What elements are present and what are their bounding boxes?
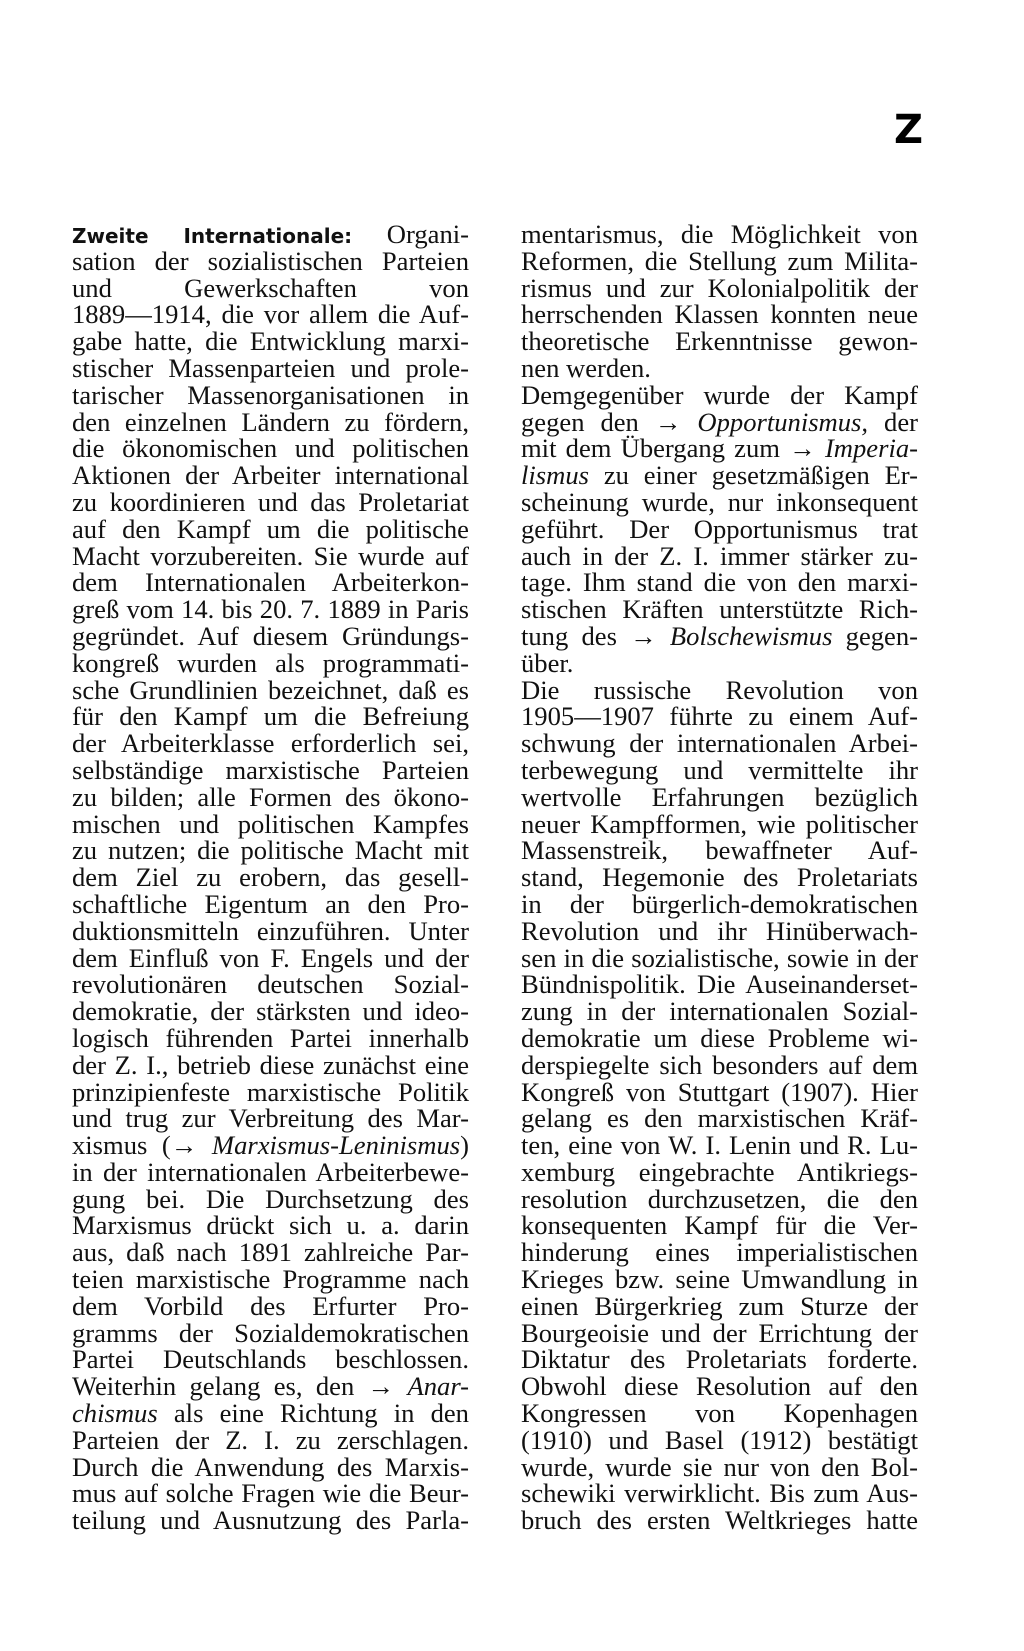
text-line: einen Bürgerkrieg zum Sturze der	[521, 1290, 918, 1321]
text-line: in der internationalen Arbeiterbewe-	[72, 1156, 469, 1187]
text-line: Demgegenüber wurde der Kampf	[521, 379, 918, 410]
cross-reference: Opportunismus,	[697, 406, 869, 437]
text-line: mus auf solche Fragen wie die Beur-	[72, 1478, 469, 1509]
text-line: stischen Kräften unterstützte Rich-	[521, 594, 918, 625]
text-line: in der bürgerlich-demokratischen	[521, 888, 918, 919]
text-line: der Arbeiterklasse erforderlich sei,	[72, 728, 469, 759]
text-line: Obwohl diese Resolution auf den	[521, 1371, 918, 1402]
text-line: rismus und zur Kolonialpolitik der	[521, 272, 918, 303]
text-line: derspiegelte sich besonders auf dem	[521, 1049, 918, 1080]
cross-reference: Marxismus-Leninismus	[211, 1130, 461, 1161]
text-line: Macht vorzubereiten. Sie wurde auf	[72, 540, 469, 571]
text-line: terbewegung und vermittelte ihr	[521, 754, 918, 785]
section-letter: Z	[894, 107, 924, 153]
text-line: demokratie um diese Probleme wi-	[521, 1022, 918, 1053]
text-line: demokratie, der stärksten und ideo-	[72, 996, 469, 1027]
cross-reference: lismus	[521, 460, 589, 491]
text-line: der Z. I., betrieb diese zunächst eine	[72, 1049, 469, 1080]
text-line: revolutionären deutschen Sozial-	[72, 969, 469, 1000]
text-line: Bündnispolitik. Die Auseinanderset-	[521, 969, 918, 1000]
cross-reference: Anar-	[407, 1371, 469, 1402]
text-line: dem Einfluß von F. Engels und der	[72, 942, 469, 973]
text-line: gelang es den marxistischen Kräf-	[521, 1103, 918, 1134]
cross-reference: Bolschewismus	[669, 620, 833, 651]
text-line: Die russische Revolution von	[521, 674, 918, 705]
text-line: den einzelnen Ländern zu fördern,	[72, 406, 469, 437]
text-line: wurde, wurde sie nur von den Bol-	[521, 1451, 918, 1482]
text-line: dem Vorbild des Erfurter Pro-	[72, 1290, 469, 1321]
text-line: ten, eine von W. I. Lenin und R. Lu-	[521, 1130, 918, 1161]
text-line: geführt. Der Opportunismus trat	[521, 513, 918, 544]
text-line: Weiterhin gelang es, den → Anar-	[72, 1371, 469, 1402]
text-line: Krieges bzw. seine Umwandlung in	[521, 1264, 918, 1295]
text-line: sation der sozialistischen Parteien	[72, 245, 469, 276]
text-line: gung bei. Die Durchsetzung des	[72, 1183, 469, 1214]
cross-reference: chismus	[72, 1398, 158, 1429]
text-line: 1889—1914, die vor allem die Auf-	[72, 299, 469, 330]
text-line: aus, daß nach 1891 zahlreiche Par-	[72, 1237, 469, 1268]
text-line: gabe hatte, die Entwicklung marxi-	[72, 326, 469, 357]
text-line: greß vom 14. bis 20. 7. 1889 in Paris	[72, 594, 469, 625]
text-line: schwung der internationalen Arbei-	[521, 728, 918, 759]
text-line: Revolution und ihr Hinüberwach-	[521, 915, 918, 946]
text-line: tarischer Massenorganisationen in	[72, 379, 469, 410]
text-line: mischen und politischen Kampfes	[72, 808, 469, 839]
text-line: lismus zu einer gesetzmäßigen Er-	[521, 460, 918, 491]
text-line: konsequenten Kampf für die Ver-	[521, 1210, 918, 1241]
text-line: Durch die Anwendung des Marxis-	[72, 1451, 469, 1482]
text-line: Partei Deutschlands beschlossen.	[72, 1344, 469, 1375]
text-line: teilung und Ausnutzung des Parla-	[72, 1505, 469, 1536]
text-line: Marxismus drückt sich u. a. darin	[72, 1210, 469, 1241]
text-line: tung des → Bolschewismus gegen-	[521, 620, 918, 651]
text-line: prinzipienfeste marxistische Politik	[72, 1076, 469, 1107]
text-line: Aktionen der Arbeiter international	[72, 460, 469, 491]
text-line: auch in der Z. I. immer stärker zu-	[521, 540, 918, 571]
text-line: Zweite Internationale: Organi-	[72, 219, 470, 249]
text-line: neuer Kampfformen, wie politischer	[521, 808, 918, 839]
text-line: duktionsmitteln einzuführen. Unter	[72, 915, 469, 946]
text-line: kongreß wurden als programmati-	[72, 647, 469, 678]
entry-headword: Zweite Internationale:	[72, 224, 353, 248]
text-line: hinderung eines imperialistischen	[521, 1237, 918, 1268]
text-line: Kongreß von Stuttgart (1907). Hier	[521, 1076, 918, 1107]
text-line: selbständige marxistische Parteien	[72, 754, 469, 785]
text-line: dem Ziel zu erobern, das gesell-	[72, 862, 469, 893]
text-line: die ökonomischen und politischen	[72, 433, 469, 464]
text-line: (1910) und Basel (1912) bestätigt	[521, 1424, 918, 1455]
text-line: xemburg eingebrachte Antikriegs-	[521, 1156, 918, 1187]
text-line: logisch führenden Partei innerhalb	[72, 1022, 469, 1053]
text-line: und trug zur Verbreitung des Mar-	[72, 1103, 469, 1134]
text-line: nen werden.	[521, 352, 651, 383]
text-line: gramms der Sozialdemokratischen	[72, 1317, 469, 1348]
text-line: zu bilden; alle Formen des ökono-	[72, 781, 469, 812]
text-line: zung in der internationalen Sozial-	[521, 996, 918, 1027]
text-line: scheinung wurde, nur inkonsequent	[521, 486, 918, 517]
text-line: stischer Massenparteien und prole-	[72, 352, 469, 383]
left-column	[72, 221, 469, 1534]
text-line: Diktatur des Proletariats forderte.	[521, 1344, 918, 1375]
text-line: mit dem Übergang zum → Imperia-	[521, 433, 918, 464]
text-line: bruch des ersten Weltkrieges hatte	[521, 1505, 918, 1536]
text-line: theoretische Erkenntnisse gewon-	[521, 326, 918, 357]
text-line: Massenstreik, bewaffneter Auf-	[521, 835, 918, 866]
text-line: 1905—1907 führte zu einem Auf-	[521, 701, 918, 732]
text-line: teien marxistische Programme nach	[72, 1264, 469, 1295]
text-line: herrschenden Klassen konnten neue	[521, 299, 918, 330]
text-line: und Gewerkschaften von	[72, 272, 469, 303]
text-line: Parteien der Z. I. zu zerschlagen.	[72, 1424, 469, 1455]
text-line: Kongressen von Kopenhagen	[521, 1398, 918, 1429]
text-line: gegründet. Auf diesem Gründungs-	[72, 620, 469, 651]
text-line: zu nutzen; die politische Macht mit	[72, 835, 469, 866]
text-line: mentarismus, die Möglichkeit von	[521, 219, 918, 249]
text-line: wertvolle Erfahrungen bezüglich	[521, 781, 918, 812]
text-line: schaftliche Eigentum an den Pro-	[72, 888, 469, 919]
text-line: für den Kampf um die Befreiung	[72, 701, 469, 732]
text-line: sche Grundlinien bezeichnet, daß es	[72, 674, 469, 705]
text-line: stand, Hegemonie des Proletariats	[521, 862, 918, 893]
right-column	[521, 221, 918, 1534]
text-line: xismus (→ Marxismus-Leninismus)	[72, 1130, 469, 1161]
text-line: dem Internationalen Arbeiterkon-	[72, 567, 469, 598]
text-line: tage. Ihm stand die von den marxi-	[521, 567, 918, 598]
text-line: Reformen, die Stellung zum Milita-	[521, 245, 918, 276]
text-line: Bourgeoisie und der Errichtung der	[521, 1317, 918, 1348]
text-line: auf den Kampf um die politische	[72, 513, 469, 544]
text-line: sen in die sozialistische, sowie in der	[521, 942, 918, 973]
text-line: über.	[521, 647, 574, 678]
text-line: zu koordinieren und das Proletariat	[72, 486, 469, 517]
text-line: chismus als eine Richtung in den	[72, 1398, 469, 1429]
cross-reference: Imperia-	[824, 433, 918, 464]
text-line: schewiki verwirklicht. Bis zum Aus-	[521, 1478, 918, 1509]
text-line: resolution durchzusetzen, die den	[521, 1183, 918, 1214]
text-line: gegen den → Opportunismus, der	[521, 406, 918, 437]
